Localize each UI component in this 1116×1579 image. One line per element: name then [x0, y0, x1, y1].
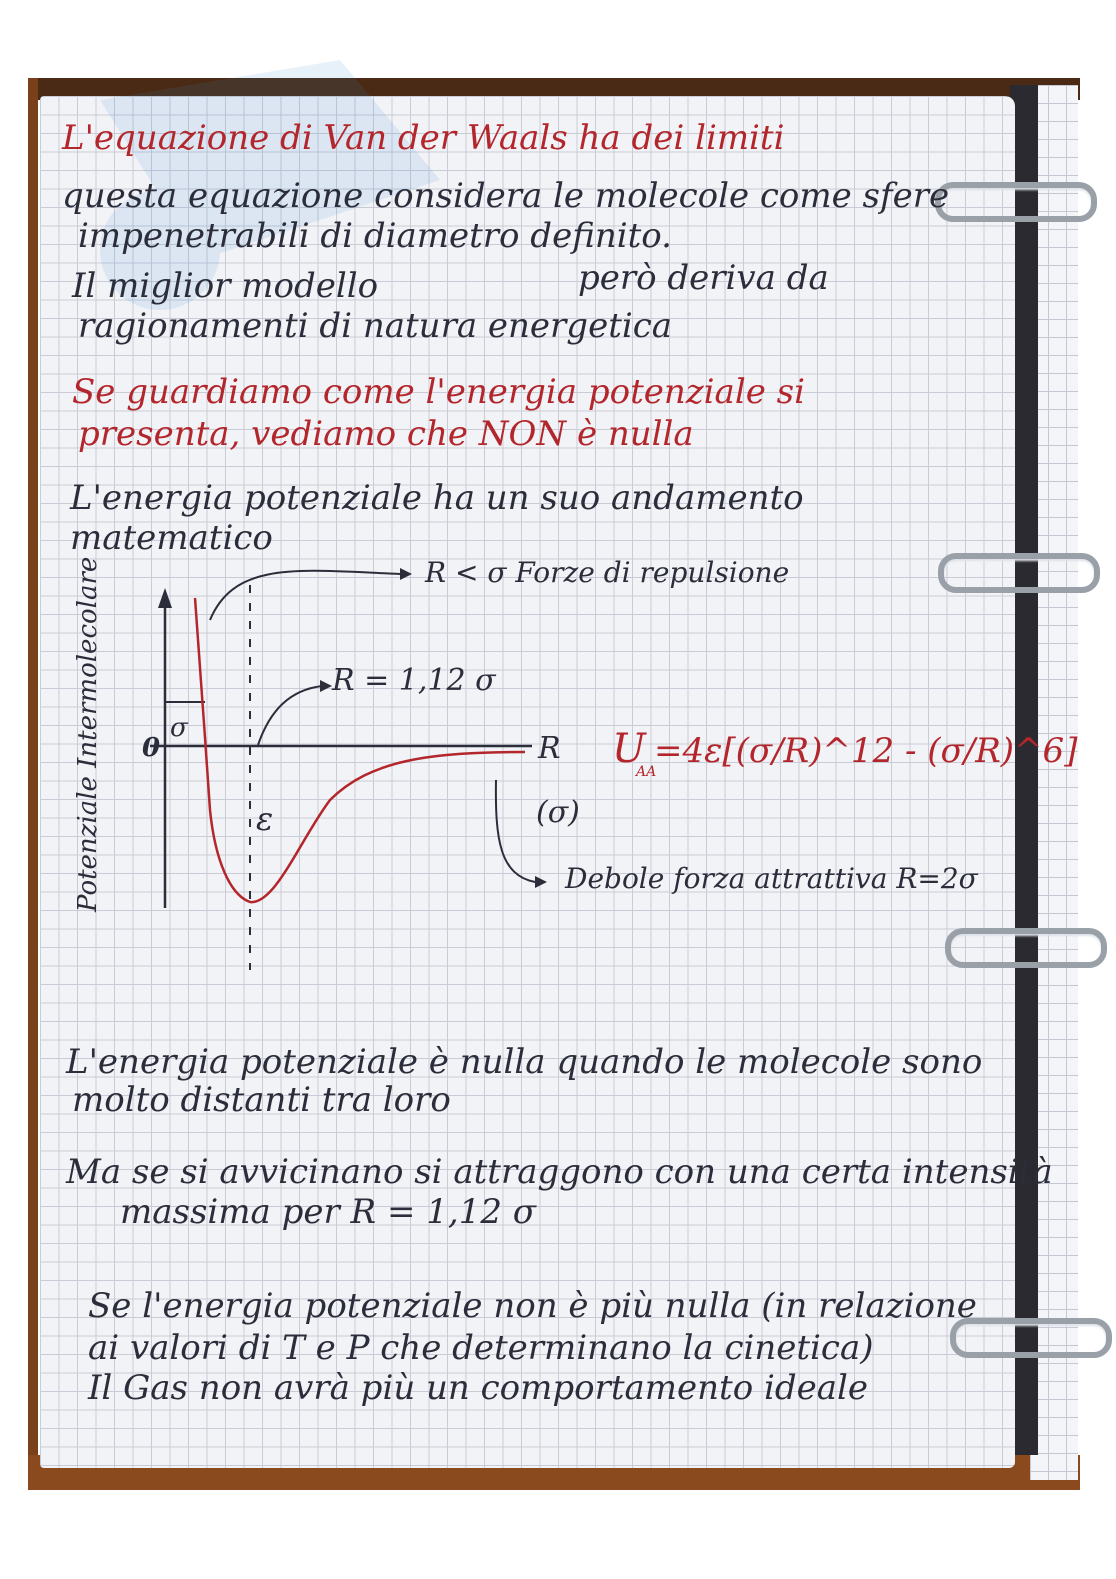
text-line: L'energia potenziale è nulla quando le molecole sono — [66, 1042, 983, 1082]
text-line: questa equazione considera le molecole come sfere — [62, 176, 950, 216]
formula-rhs: =4ε[(σ/R)^12 - (σ/R)^6] — [654, 731, 1078, 771]
unit-label: (σ) — [536, 795, 580, 830]
text-line: L'energia potenziale ha un suo andamento — [70, 478, 804, 518]
arrow-head — [320, 680, 332, 692]
text-line: Se l'energia potenziale non è più nulla (in relazione — [88, 1286, 977, 1326]
text-line: Il miglior modello — [72, 266, 379, 306]
origin-label: 0 — [142, 733, 161, 763]
text-line: però deriva da — [578, 258, 829, 298]
weak-attraction-annotation: Debole forza attrattiva R=2σ — [565, 862, 978, 895]
weak-attraction-arrow — [496, 780, 535, 882]
text-line: molto distanti tra loro — [72, 1080, 451, 1120]
repulsion-arrow — [210, 571, 400, 620]
text-line: Il Gas non avrà più un comportamento ideale — [88, 1368, 869, 1408]
text-line: matematico — [70, 518, 273, 558]
arrow-head — [400, 568, 412, 580]
text-line: ragionamenti di natura energetica — [78, 306, 673, 346]
text-line: presenta, vediamo che NON è nulla — [78, 414, 694, 454]
text-line: ai valori di T e P che determinano la cinetica) — [88, 1328, 874, 1368]
lennard-jones-diagram — [0, 540, 1078, 980]
y-axis-arrow — [158, 588, 172, 608]
minimum-annotation: R = 1,12 σ — [332, 663, 496, 698]
potential-curve — [195, 598, 525, 902]
y-axis-label: Potenziale Intermolecolare — [73, 556, 103, 912]
x-axis-label: R — [538, 731, 561, 766]
text-line: Se guardiamo come l'energia potenziale si — [72, 372, 805, 412]
formula-lhs: U — [612, 726, 646, 772]
sigma-label: σ — [170, 713, 188, 743]
text-line: impenetrabili di diametro definito. — [78, 216, 672, 256]
text-line: massima per R = 1,12 σ — [120, 1192, 536, 1232]
arrow-head — [535, 876, 547, 888]
binder-ring — [935, 182, 1097, 222]
page-title: L'equazione di Van der Waals ha dei limiti — [62, 118, 785, 158]
repulsion-annotation: R < σ Forze di repulsione — [425, 556, 790, 589]
epsilon-label: ε — [256, 800, 274, 838]
minimum-arrow — [258, 686, 322, 745]
text-line: Ma se si avvicinano si attraggono con una certa intensità — [66, 1152, 1053, 1192]
formula-subscript: AA — [636, 764, 657, 780]
